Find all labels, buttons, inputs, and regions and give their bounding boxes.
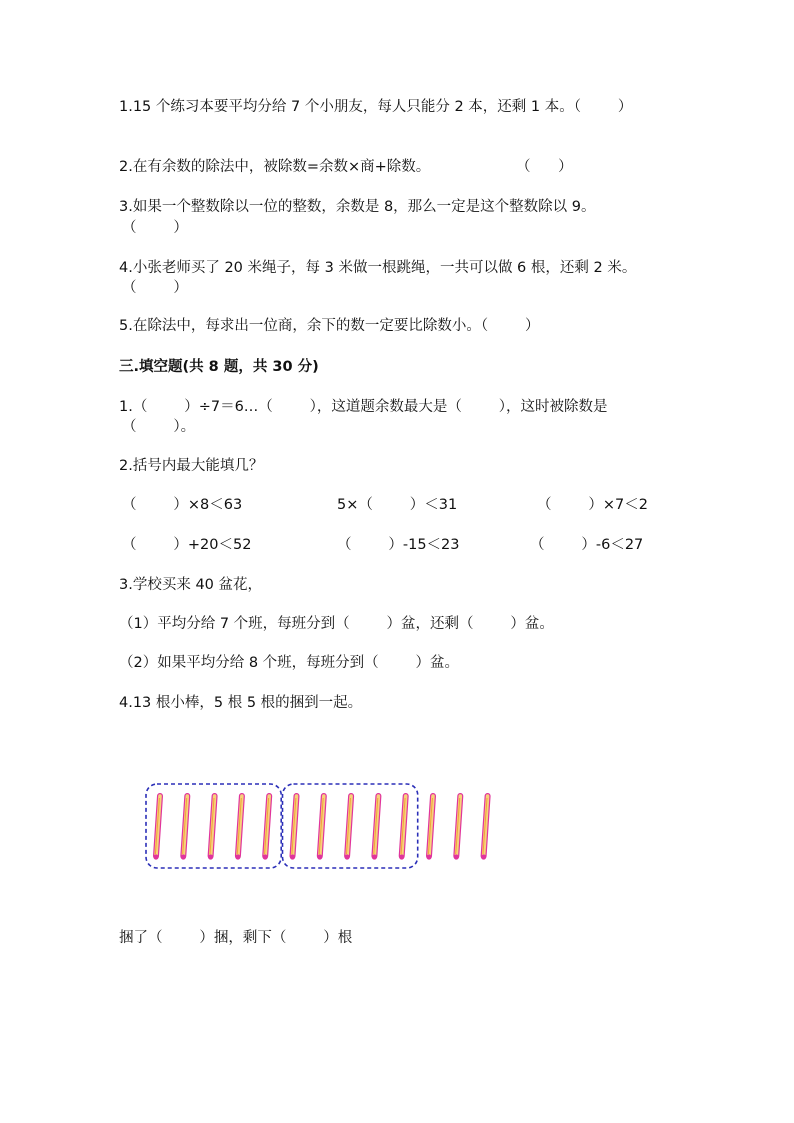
stick [181, 796, 188, 860]
stick [426, 796, 433, 860]
inequality-item: （ ）-15＜23 [337, 537, 460, 553]
stick [263, 796, 270, 860]
fill-q4-answer: 捆了（ ）捆，剩下（ ）根 [119, 930, 353, 946]
fill-q3-title: 3.学校买来 40 盆花， [119, 577, 263, 593]
judgment-q3: 3.如果一个整数除以一位的整数，余数是 8，那么一定是这个整数除以 9。 [119, 199, 596, 215]
fill-q4-title: 4.13 根小棒，5 根 5 根的捆到一起。 [119, 695, 363, 711]
fill-q2-title: 2.括号内最大能填几？ [119, 458, 264, 474]
stick [153, 796, 160, 860]
judgment-q4: 4.小张老师买了 20 米绳子，每 3 米做一根跳绳，一共可以做 6 根，还剩 2 米。 [119, 260, 637, 276]
judgment-q2-answer-paren[interactable]: （ ） [516, 159, 573, 175]
inequality-item: 5×（ ）＜31 [337, 497, 458, 513]
fill-q3-sub1: （1）平均分给 7 个班，每班分到（ ）盆，还剩（ ）盆。 [119, 616, 554, 632]
sticks-bundle-figure [140, 780, 520, 880]
fill-q1-continued: （ ）。 [122, 419, 196, 435]
judgment-q5: 5.在除法中，每求出一位商，余下的数一定要比除数小。（ ） [119, 318, 540, 334]
stick [290, 796, 297, 860]
stick [454, 796, 461, 860]
stick [481, 796, 488, 860]
stick [345, 796, 352, 860]
stick [372, 796, 379, 860]
judgment-q3-answer-paren[interactable]: （ ） [122, 220, 188, 236]
stick [317, 796, 324, 860]
stick [208, 796, 215, 860]
judgment-q2: 2.在有余数的除法中，被除数=余数×商+除数。 [119, 159, 431, 175]
judgment-q1: 1.15 个练习本要平均分给 7 个小朋友，每人只能分 2 本，还剩 1 本。（ ） [119, 99, 633, 115]
stick [235, 796, 242, 860]
inequality-item: （ ）×8＜63 [122, 497, 243, 513]
judgment-q4-answer-paren[interactable]: （ ） [122, 280, 188, 296]
fill-q1: 1.（ ）÷7＝6…（ ），这道题余数最大是（ ），这时被除数是 [119, 399, 608, 415]
stick [399, 796, 406, 860]
fill-section-heading: 三.填空题(共 8 题，共 30 分) [119, 359, 319, 375]
inequality-item: （ ）+20＜52 [122, 537, 252, 553]
inequality-item: （ ）×7＜2 [537, 497, 648, 513]
fill-q3-sub2: （2）如果平均分给 8 个班，每班分到（ ）盆。 [119, 655, 460, 671]
inequality-item: （ ）-6＜27 [530, 537, 644, 553]
